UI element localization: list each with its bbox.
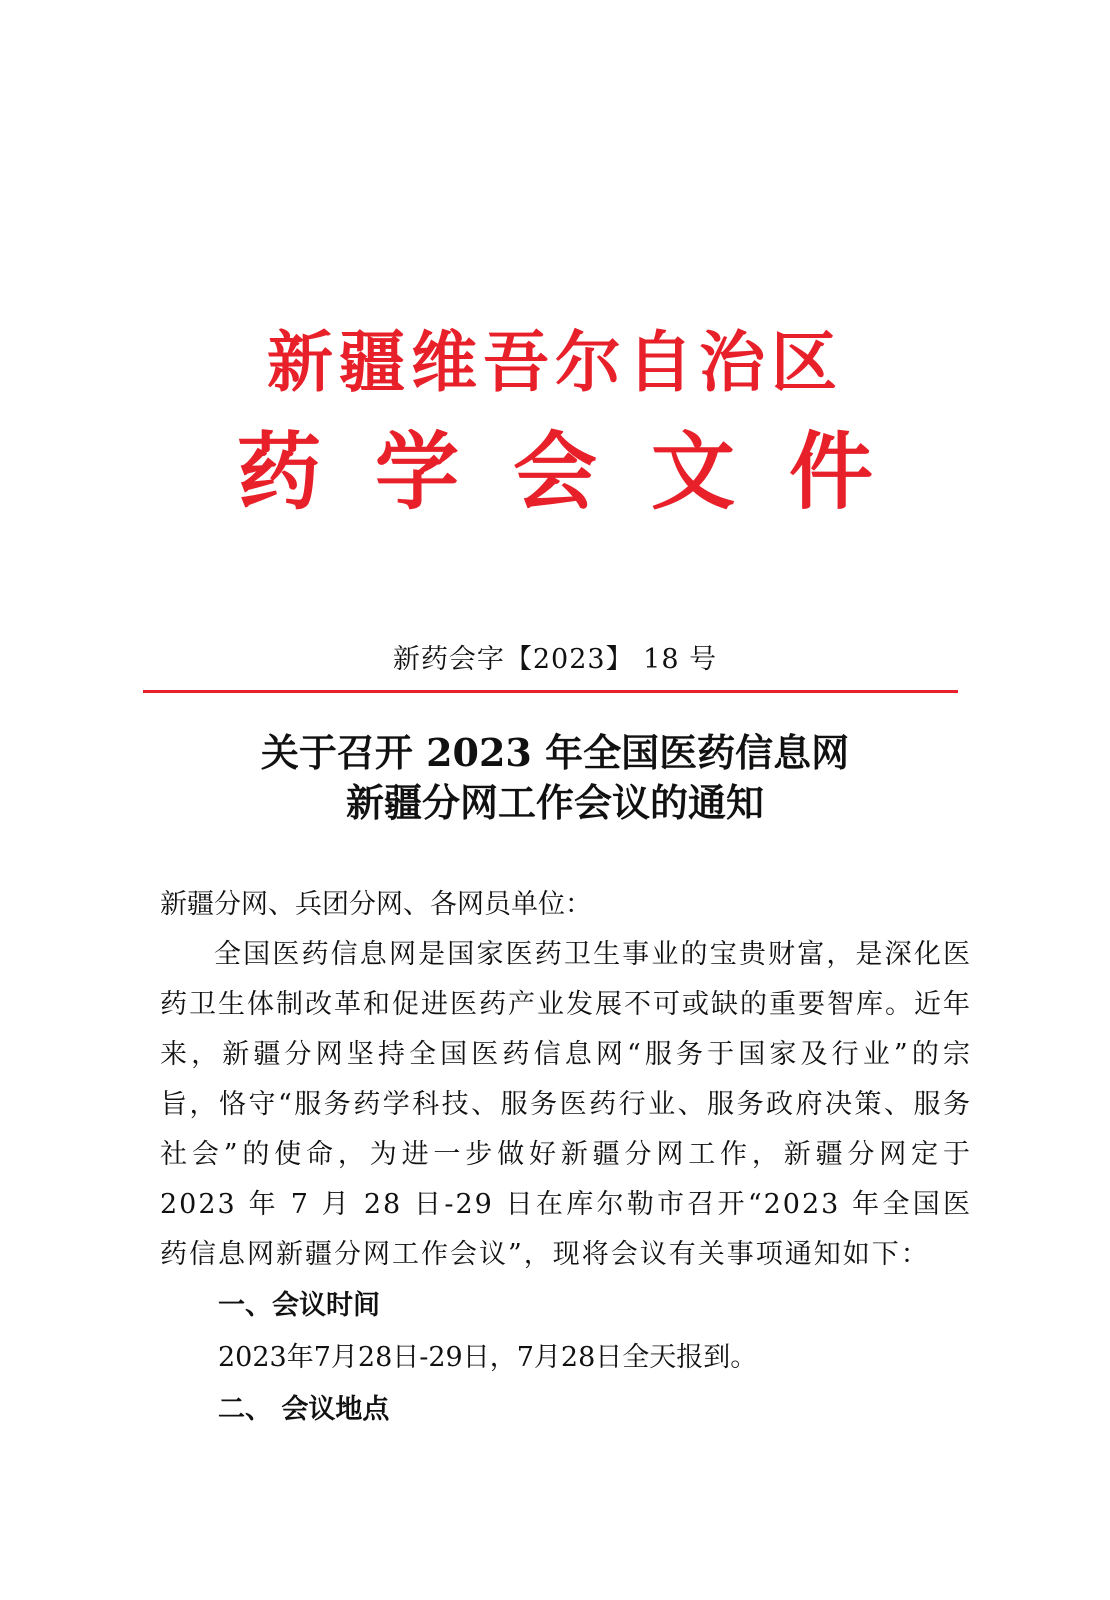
document-number: 新药会字【2023】 18 号 [392,644,718,675]
notice-title-line1: 关于召开 2023 年全国医药信息网 [260,730,850,775]
section-heading-time: 一、会议时间 [218,1290,380,1321]
meeting-time-text: 2023年7月28日-29日，7月28日全天报到。 [218,1342,758,1373]
section-heading-location: 二、 会议地点 [218,1394,390,1425]
salutation: 新疆分网、兵团分网、各网员单位： [160,889,592,920]
issuer-name: 新疆维吾尔自治区 [267,323,843,401]
document-type-heading: 药学会文件 [236,422,927,521]
notice-title [0,728,1110,828]
notice-body [160,880,972,1436]
notice-title-line2: 新疆分网工作会议的通知 [345,780,764,825]
red-divider-line [143,690,958,693]
intro-paragraph: 全国医药信息网是国家医药卫生事业的宝贵财富，是深化医药卫生体制改革和促进医药产业发展不可或缺的重要智库。近年来，新疆分网坚持全国医药信息网“服务于国家及行业”的宗旨，恪守“服务药学科技、服务医药行业、服务政府决策、服务社会”的使命，为进一步做好新疆分网工作，新疆分网定于 2023 年 7 月 28 日-29 日在库尔勒市召开“2023 年全国医药信息网新疆分网工作会议”，现将会议有关事项通知如下： [160,939,972,1270]
